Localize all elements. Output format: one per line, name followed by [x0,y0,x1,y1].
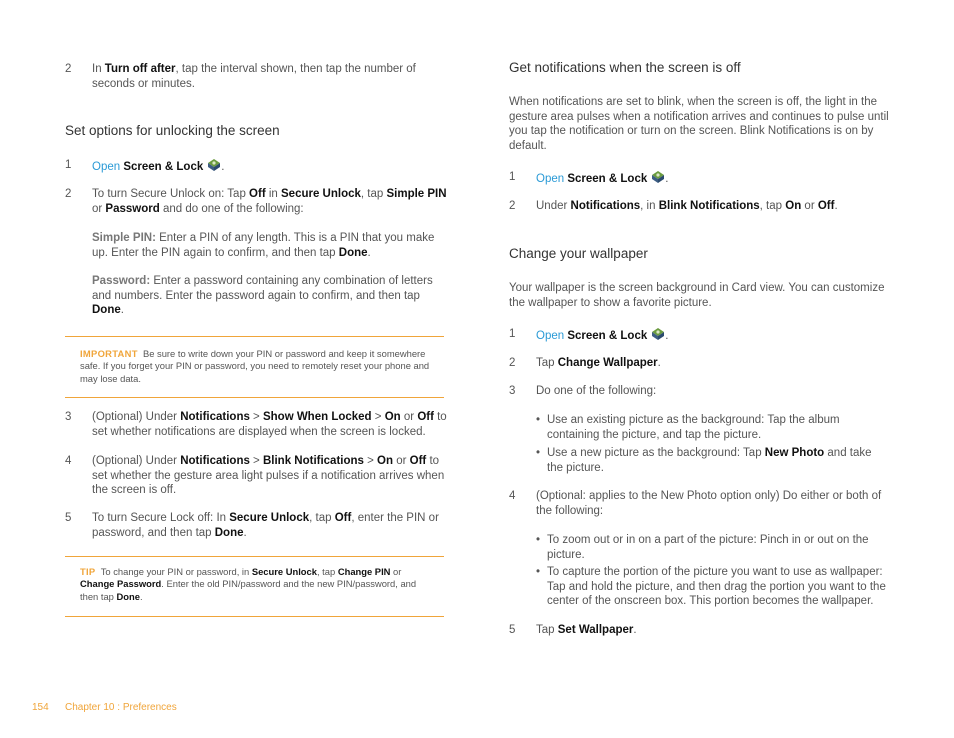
open-link[interactable]: Open [536,173,565,185]
tip-rule-top [65,556,444,557]
simple-pin-option: Simple PIN: Enter a PIN of any length. This is a PIN that you make up. Enter the PIN again to confirm, and then tap Done. [92,232,435,259]
unlock-step-1: 1 Open Screen & Lock . [65,158,447,174]
wallpaper-bullet-capture: • To capture the portion of the picture you want to use as wallpaper: Tap and hold the picture, and then drag the portion you want to the center of the onscreen box. This portion becomes the wallpaper. [536,566,886,608]
tip-rule-bottom [65,616,444,617]
screen-lock-icon [207,158,221,177]
open-link[interactable]: Open [536,330,565,342]
unlock-step-5: 5 To turn Secure Lock off: In Secure Unlock, tap Off, enter the PIN or password, and then tap Done. [65,512,439,539]
wallpaper-intro: Your wallpaper is the screen background in Card view. You can customize the wallpaper to show a favorite picture. [509,282,885,309]
unlock-step-4: 4 (Optional) Under Notifications > Blink Notifications > On or Off to set whether the gesture area light pulses if a notification arrives when the screen is off. [65,455,445,497]
wallpaper-step-1: 1 Open Screen & Lock . [509,327,891,343]
tip-note: TIP To change your PIN or password, in Secure Unlock, tap Change PIN or Change Password. Enter the old PIN/password and the new PIN/password, and then tap Done. [80,566,417,602]
heading-unlock-options: Set options for unlocking the screen [65,123,280,138]
wallpaper-step-5: 5 Tap Set Wallpaper. [509,624,637,636]
step-turn-off-after: 2 In Turn off after, tap the interval shown, then tap the number of seconds or minutes. [65,63,416,90]
important-rule-top [65,336,444,337]
unlock-step-3: 3 (Optional) Under Notifications > Show When Locked > On or Off to set whether notifications are displayed when the screen is locked. [65,411,447,438]
open-link[interactable]: Open [92,161,121,173]
wallpaper-step-3: 3 Do one of the following: [509,385,657,397]
important-rule-bottom [65,397,444,398]
wallpaper-step-4: 4 (Optional: applies to the New Photo option only) Do either or both of the following: [509,490,882,517]
page-number: 154 [32,702,49,713]
screen-lock-icon [651,170,665,189]
wallpaper-bullet-zoom: • To zoom out or in on a part of the picture: Pinch in or out on the picture. [536,534,869,561]
wallpaper-bullet-new: • Use a new picture as the background: Tap New Photo and take the picture. [536,447,872,474]
notif-step-1: 1 Open Screen & Lock . [509,170,891,186]
unlock-step-2: 2 To turn Secure Unlock on: Tap Off in Secure Unlock, tap Simple PIN or Password and do one of the following: [65,188,447,215]
notif-step-2: 2 Under Notifications, in Blink Notifications, tap On or Off. [509,200,838,212]
notifications-intro: When notifications are set to blink, when the screen is off, the light in the gesture area pulses when a notification arrives and continues to pulse until you tap the notification or turn on the screen. Blink Notifications is on by default. [509,96,889,152]
heading-wallpaper: Change your wallpaper [509,246,648,261]
heading-notifications: Get notifications when the screen is off [509,60,741,75]
chapter-label: Chapter 10 : Preferences [65,702,177,713]
wallpaper-bullet-existing: • Use an existing picture as the background: Tap the album containing the picture, and tap the picture. [536,414,840,441]
wallpaper-step-2: 2 Tap Change Wallpaper. [509,357,661,369]
password-option: Password: Enter a password containing any combination of letters and numbers. Enter the password again to confirm, and then tap Done. [92,275,433,317]
important-note: IMPORTANT Be sure to write down your PIN or password and keep it somewhere safe. If you forget your PIN or password, you need to remotely reset your phone and may lose data. [80,348,430,384]
screen-lock-icon [651,327,665,346]
